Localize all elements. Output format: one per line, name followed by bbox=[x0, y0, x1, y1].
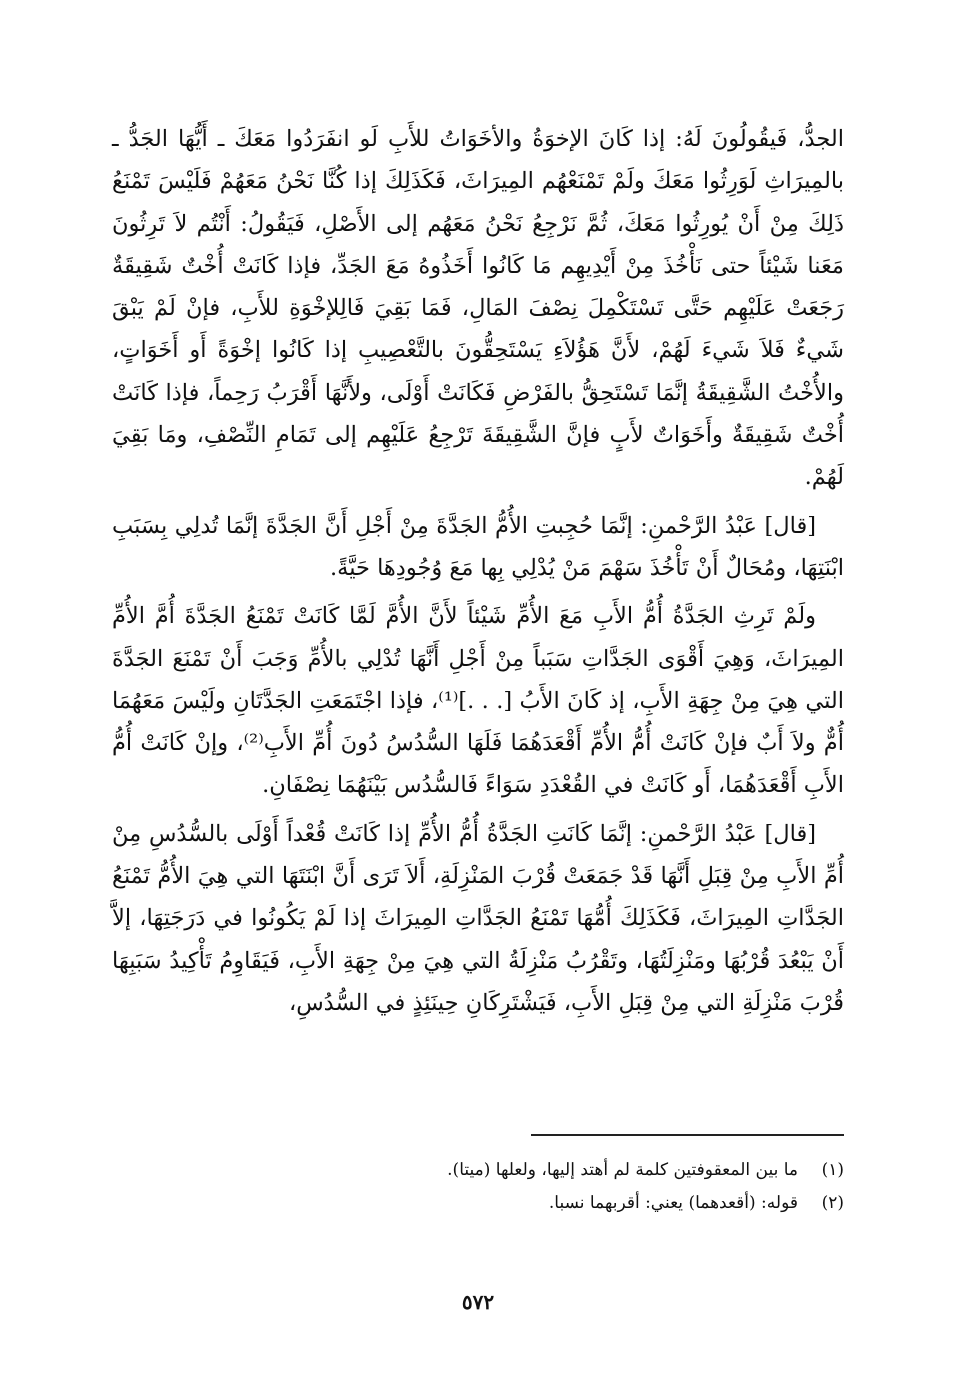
paragraph-3: ولَمْ تَرِثِ الجَدَّةُ أُمُّ الأَبِ مَعَ الأُمِّ شَيْئاً لأَنَّ الأُمَّ لَمَّا كَانَتْ تَمْنَعُ الجَدَّةَ أُمَّ الأُمِّ المِيرَاثَ، وَهِيَ أَقْوَى الجَدَّاتِ سَبَباً مِنْ أَجْلِ أَنَّهَا تُدْلِي بالأُمِّ وَجَبَ أَنْ تَمْنَعَ الجَدَّةَ التي هِيَ مِنْ جِهَةِ الأَبِ، إذ كَانَ الأَبُ [. . .]⁽¹⁾، فإذا اجْتَمَعَتِ الجَدَّتَانِ ولَيْسَ مَعَهُمَا أُمٌّ ولاَ أَبٌ فإنْ كَانَتْ أُمُّ الأُمِّ أَقْعَدَهُمَا فَلَهَا السُّدُسُ دُونَ أُمِّ الأَبِ⁽²⁾، وإنْ كَانَتْ أُمُّ الأَبِ أَقْعَدَهُمَا، أَو كَانَتْ في القُعْدَدِ سَوَاءً فَالسُّدُس بَيْنَهُمَا نِصْفَانِ. bbox=[112, 603, 844, 799]
footnote-1 bbox=[112, 1154, 844, 1187]
paragraph-2: [قال] عَبْدُ الرَّحْمنِ: إنَّمَا حُجِبتِ الأُمُّ الجَدَّةَ مِنْ أَجْلِ أَنَّ الجَدَّةَ إنَّمَا تُدلِي بِسَبَبِ ابْنَتِهَا، ومُحَالٌ أَنْ تَأْخُذَ سَهْمَ مَنْ يُدْلِي بِها مَعَ وُجُودِهَا حَيَّةً. bbox=[112, 512, 844, 581]
footnotes bbox=[112, 1154, 844, 1220]
footnote-2 bbox=[112, 1187, 844, 1220]
footnote-text: قوله: (أقعدهما) يعني: أقربهما نسبا. bbox=[548, 1193, 798, 1213]
footnote-divider bbox=[531, 1134, 844, 1136]
paragraph-4: [قال] عَبْدُ الرَّحْمنِ: إنَّمَا كَانَتِ الجَدَّةُ أُمُّ الأُمِّ إذا كَانَتْ قُعْداً أَوْلَى بالسُّدُسِ مِنْ أُمِّ الأَبِ مِنْ قِبَلِ أَنَّهَا قَدْ جَمَعَتْ قُرْبَ المَنْزِلَةِ، أَلاَ تَرَى أَنَّ ابْنَتَهَا التي هِيَ الأُمُّ تَمْنَعُ الجَدَّاتِ المِيرَاثَ، فَكَذَلِكَ أُمُّهَا تَمْنَعُ الجَدَّاتِ المِيرَاثَ إذا لَمْ يَكُونُوا في دَرَجَتِهَا، إلاَّ أَنْ يَبْعُدَ قُرْبُهَا ومَنْزِلَتُهَا، وتَقْرُبُ مَنْزِلَةُ التي هِيَ مِنْ جِهَةِ الأَبِ، فَيَقَاوِمُ تَأْكِيدُ سَبَبِهَا قُرْبَ مَنْزِلَةِ التي مِنْ قِبَلِ الأَبِ، فَيَشْتَرِكَانِ حِينَئِذٍ في السُّدُسِ، bbox=[112, 820, 844, 1016]
footnote-text: ما بين المعقوفتين كلمة لم أهتد إليها، ولعلها (ميتا). bbox=[447, 1160, 798, 1180]
footnote-number: (١) bbox=[821, 1160, 844, 1180]
page-number: ٥٧٢ bbox=[461, 1290, 495, 1314]
footnote-number: (٢) bbox=[821, 1193, 844, 1213]
page-body bbox=[112, 118, 844, 1213]
paragraph-1: الجدُّ، فَيقُولُونَ لَهُ: إذا كَانَ الإخوَةُ والأخَوَاتُ للأَبِ لَو انفَرَدُوا مَعَكَ ـ أَيُّهَا الجَدُّ ـ بالمِيرَاثِ لَوَرِثُوا مَعَكَ ولَمْ تَمْنَعْهُم المِيرَاثَ، فَكَذَلِكَ إذا كُنَّا نَحْنُ مَعَهُمْ فَلَيْسَ تَمْنَعُ ذَلِكَ مِنْ أَنْ يُورِثُوا مَعَكَ، ثُمَّ نَرْجِعُ نَحْنُ مَعَهُم إلى الأَصْلِ، فَيَقُولُ: أَنْتُم لاَ تَرِثُونَ مَعَنا شَيْئاً حتى نَأْخُذَ مِنْ أَيْدِيهِم مَا كَانُوا أَخَذُوهُ مَعَ الجَدِّ، فإذا كَانَتْ أُخْتٌ شَقِيقَةٌ رَجَعَتْ عَلَيْهِم حَتَّى تَسْتَكْمِلَ نِصْفَ المَالِ، فَمَا بَقِيَ فَالِلإخْوَةِ للأَبِ، فإنْ لَمْ يَبْقَ شَيءٌ فَلاَ شَيءَ لَهُمْ، لأَنَّ هَؤُلاَءِ يَسْتَحِقُّونَ بالتَّعْصِيبِ إذا كَانُوا إخْوَةً أَو أَخَوَاتٍ، والأُخْتُ الشَّقِيقَةُ إنَّمَا تَسْتَحِقُّ بالفَرْضِ فَكَانَتْ أَوْلَى، ولأَنَّهَا أَقْرَبُ رَحِماً، فإذا كَانَتْ أُخْتٌ شَقِيقَةٌ وأَخَوَاتٌ لأَبٍ فإنَّ الشَّقِيقَةَ تَرْجِعُ عَلَيْهِم إلى تَمَامِ النِّصْفِ، ومَا بَقِيَ لَهُمْ. bbox=[112, 126, 844, 491]
